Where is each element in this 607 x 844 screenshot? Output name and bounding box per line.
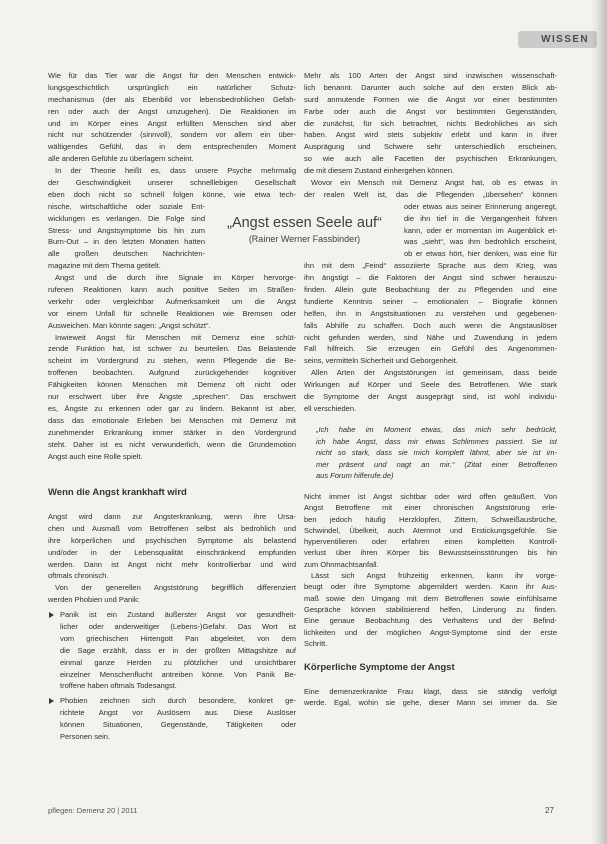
paragraph bbox=[304, 686, 557, 709]
text-line: nicht nur schützender (sinnvoll), sondern vor allem ein über- bbox=[48, 130, 296, 140]
bullet-icon bbox=[49, 612, 54, 618]
text-line: werde. Egal, wohin sie gehe, dieser Mann sei immer da. Sie bbox=[304, 698, 557, 708]
text-line: Inwieweit Angst für Menschen mit Demenz eine schüt- bbox=[55, 332, 296, 342]
text-line: Angst und die durch ihre Signale im Körper hervorge- bbox=[55, 273, 296, 283]
text-line: vor einem Unfall für schnelle Reaktionen wie Bremsen oder bbox=[48, 308, 296, 318]
text-line: verkehr oder vergleichbar Aufmerksamkeit um die Angst bbox=[48, 296, 296, 306]
text-line: Von der generellen Angststörung begrifflich differenziert bbox=[55, 583, 296, 593]
text-line: lichkeiten und der möglichen Angst-Symptome sind der erste bbox=[304, 627, 557, 637]
paragraph bbox=[304, 491, 557, 570]
text-line: alle großen deutschen Nachrichten- bbox=[48, 249, 205, 259]
paragraph bbox=[304, 570, 557, 649]
paragraph bbox=[48, 511, 296, 582]
text-line: die ihn tief in die Vergangenheit führen bbox=[404, 213, 557, 223]
text-line: beugt oder ihre Symptome abgemildert werden. Kann ihr Aus- bbox=[304, 582, 557, 592]
text-line: zende Funktion hat, ist schwer zu beurteilen. Das Belastende bbox=[48, 344, 296, 354]
text-line: was „sieht“, was ihm bedrohlich erscheint, bbox=[404, 237, 557, 247]
paragraph-wrapped bbox=[48, 201, 205, 272]
text-line: die Sage erzählt, dass er in der größten Mittagshitze auf bbox=[60, 645, 296, 655]
bullet-icon bbox=[49, 698, 54, 704]
right-column-end bbox=[304, 686, 557, 709]
text-line: Stress- und Angstsymptome bis hin zum bbox=[48, 225, 205, 235]
right-column-lower bbox=[304, 491, 557, 649]
text-line: und/oder in der Lebensqualität einschränkend empfunden bbox=[48, 547, 296, 557]
text-line: werden Phobien und Panik: bbox=[48, 595, 140, 605]
citation-block bbox=[304, 424, 557, 482]
text-line: steht. Daher ist es nicht verwunderlich, wenn die Grundemotion bbox=[48, 439, 296, 449]
text-line: rufenen Reaktionen kann auch positive Seiten im Straßen- bbox=[48, 285, 296, 295]
text-line: Eine demenzerkrankte Frau klagt, dass sie ständig verfolgt bbox=[304, 687, 557, 696]
quote-text bbox=[304, 424, 557, 482]
left-column-upper bbox=[48, 70, 296, 462]
text-line: Fähigkeiten können Menschen mit Demenz oft nicht oder bbox=[48, 380, 296, 390]
text-line: Schritt. bbox=[304, 638, 328, 648]
text-line: Angst Betroffene mit einer chronischen Angststörung erle- bbox=[304, 503, 557, 513]
text-line: Angst auch eine Rolle spielt. bbox=[48, 451, 143, 461]
text-line: ihn ängstigt – die Faktoren der Angst sind schwer herauszu- bbox=[304, 273, 557, 283]
text-line: dass das emotionale Erleben bei Menschen mit Demenz mit bbox=[48, 415, 296, 425]
text-line: scheint im Vordergrund zu stehen, wenn Pflegende die Be- bbox=[48, 356, 296, 366]
text-line: lungsgeschichtlich ursprünglich ein natürlicher Schutz- bbox=[48, 82, 296, 92]
text-line: Phobien zeichnen sich durch besondere, konkret ge- bbox=[60, 696, 296, 706]
magazine-issue: pflegen: Demenz 20 | 2011 bbox=[48, 806, 138, 815]
text-line: einmal ganze Herden zu plötzlicher und unsichtbarer bbox=[60, 657, 296, 667]
text-line: mer präsent und nagt an mir.“ (Zitat einer Betroffenen bbox=[316, 459, 557, 469]
text-line: nische, wirtschaftliche oder soziale Ent- bbox=[48, 201, 205, 211]
section-heading: Wenn die Angst krankhaft wird bbox=[48, 487, 187, 498]
text-line: ihn mit dem „Feind“ assoziierte Sprache aus dem Krieg, was bbox=[304, 261, 557, 271]
text-line: nicht so stark, dass sie mich komplett lähmt, aber sie ist im- bbox=[316, 448, 557, 458]
text-line: Wirkungen auf Körper und Seele des Betroffenen. Wie stark bbox=[304, 380, 557, 390]
section-tab: WISSEN bbox=[518, 31, 597, 48]
paragraph-wrapped bbox=[404, 201, 557, 260]
text-line: vom griechischen Hirtengott Pan abgeleitet, von dem bbox=[60, 633, 296, 643]
text-line: können Situationen, Gegenstände, Tätigkeiten oder bbox=[60, 720, 296, 730]
text-line: Lässt sich Angst frühzeitig erkennen, kann ihr vorge- bbox=[311, 571, 557, 581]
bullet-item bbox=[48, 695, 296, 743]
text-line: die Symptome der Angst ausgeprägt sind, ist wohl individu- bbox=[304, 392, 557, 402]
text-line: nicht gefunden werden, sind Nähe und Zuwendung in jedem bbox=[304, 332, 557, 342]
bullet-text bbox=[60, 609, 296, 692]
text-line: chen und Ausmaß vom Betroffenen selbst als bedrohlich und bbox=[48, 523, 296, 533]
text-line: alle anderen Gefühle zu überlagern scheint. bbox=[48, 154, 194, 164]
text-line: verlust über ihren Körper bis Bewusstseinsstörungen bis hin bbox=[304, 548, 557, 558]
text-line: ben jedoch häufig Herzklopfen, Zittern, Schweißausbrüche, bbox=[304, 514, 557, 524]
section-heading: Körperliche Symptome der Angst bbox=[304, 662, 455, 673]
text-line: der Geschwindigkeit unserer schnelllebigen Gesellschaft bbox=[48, 178, 296, 188]
text-line: lich benannt. Darunter auch solche auf den ersten Blick ab- bbox=[304, 82, 557, 92]
text-line: Burn-Out – in den letzten Monaten hatten bbox=[48, 237, 205, 247]
text-line: Schwindel, Übelkeit, auch Atemnot und Erstickungsgefühle. Sie bbox=[304, 525, 557, 535]
text-line: ich habe Angst, dass mir etwas Schlimmes passiert. Sie ist bbox=[316, 436, 557, 446]
text-line: oftmals chronisch. bbox=[48, 571, 109, 581]
text-line: magazine mit dem Thema getitelt. bbox=[48, 261, 161, 271]
text-line: Eine genaue Beobachtung des Verhaltens und der Befind- bbox=[304, 616, 557, 626]
text-line: zum Ohnmachtsanfall. bbox=[304, 559, 379, 569]
text-line: ren oder auch der Angst umzugehen). Die Reaktionen im bbox=[48, 106, 296, 116]
bullet-text bbox=[60, 695, 296, 743]
text-line: haben. Angst wird stets subjektiv erlebt und kann in ihrer bbox=[304, 130, 557, 140]
text-line: nur erschwert über ihre Ängste „sprechen“. Das erschwert bbox=[48, 392, 296, 402]
text-line: In der Theorie heißt es, dass unsere Psyche mehrmalig bbox=[55, 166, 296, 176]
text-line: wältigendes Gefühl, das in dem entsprechenden Moment bbox=[48, 142, 296, 152]
text-line: Ausweichen. Man könnte sagen: „Angst schützt“. bbox=[48, 320, 211, 330]
text-line: Farbe oder auch die Angst vor bestimmten Gegenständen, bbox=[304, 106, 557, 116]
text-line: fundierte Kenntnis seiner – emotionalen – Biografie können bbox=[304, 296, 557, 306]
text-line: falls Abhilfe zu schaffen. Doch auch wenn die Angstauslöser bbox=[304, 320, 557, 330]
text-line: seins, vermitteln Sicherheit und Geborgenheit. bbox=[304, 356, 458, 366]
text-line: Wovor ein Mensch mit Demenz Angst hat, ob es etwas in bbox=[311, 178, 557, 188]
pull-quote-text: „Angst essen Seele auf“ bbox=[227, 215, 382, 231]
text-line: Gespräche können stabilisierend helfen, Linderung zu finden. bbox=[304, 604, 557, 614]
text-line: werden. Dann ist Angst nicht mehr kontrollierbar und wird bbox=[48, 559, 296, 569]
paragraph bbox=[48, 70, 296, 165]
text-line: einzelner Menschenflucht antreiben könne. Von Panik Be- bbox=[60, 669, 296, 679]
text-line: helfen, ihn in Angstsituationen zu verstehen und gegebenen- bbox=[304, 308, 557, 318]
text-line: Angst wird dann zur Angsterkrankung, wenn ihre Ursa- bbox=[48, 512, 296, 521]
text-line: richtete Angst vor Auslösern aus. Diese Auslöser bbox=[60, 708, 296, 718]
paragraph bbox=[48, 332, 296, 463]
text-line: die mit diesem Zustand einhergehen können. bbox=[304, 166, 455, 176]
paragraph bbox=[48, 165, 296, 201]
left-column-lower bbox=[48, 511, 296, 743]
text-line: ihre körperlichen und psychischen Symptome als belastend bbox=[48, 535, 296, 545]
text-line: „Ich habe im Moment etwas, das mich sehr bedrückt, bbox=[316, 425, 557, 434]
paragraph bbox=[304, 367, 557, 415]
text-line: finden. Allein gute Beobachtung der zu Pflegenden und eine bbox=[304, 285, 557, 295]
paragraph bbox=[304, 260, 557, 367]
page-edge-shadow bbox=[591, 0, 607, 844]
text-line: Personen sein. bbox=[60, 732, 111, 742]
text-line: ell verschieden. bbox=[304, 403, 357, 413]
page-number: 27 bbox=[545, 806, 554, 815]
text-line: Panik ist ein Zustand äußerster Angst vor gesundheit- bbox=[60, 610, 296, 620]
text-line: der realen Welt ist, das die Pflegenden „übersehen“ können bbox=[304, 189, 557, 199]
text-line: hyperventilieren oder erfahren einen kompletten Kontroll- bbox=[304, 537, 557, 547]
text-line: troffene haben oftmals Todesangst. bbox=[60, 681, 177, 691]
text-line: aus Forum hilferufe.de) bbox=[316, 471, 394, 481]
text-line: Allen Arten der Angststörungen ist gemeinsam, dass beide bbox=[311, 368, 557, 378]
right-column-upper bbox=[304, 70, 557, 415]
text-line: so wie auch alle Facetten der psychischen Erkrankungen, bbox=[304, 154, 557, 164]
text-line: oder etwas aus seiner Erinnerung angeregt, bbox=[404, 201, 557, 211]
text-line: eben doch nicht so schnell folgen könne, wie etwa tech- bbox=[48, 189, 296, 199]
text-line: zunehmender Erkrankung immer stärker in den Vordergrund bbox=[48, 427, 296, 437]
text-line: mechanismus (der als Ebenbild vor lebensbedrohlichen Gefah- bbox=[48, 94, 296, 104]
pull-quote-author: (Rainer Werner Fassbinder) bbox=[248, 234, 361, 244]
paragraph bbox=[48, 272, 296, 331]
paragraph bbox=[48, 582, 296, 606]
text-line: Mehr als 100 Arten der Angst sind inzwischen wissenschaft- bbox=[304, 71, 557, 80]
text-line: surd anmutende Formen wie die Angst vor einer bestimmten bbox=[304, 94, 557, 104]
text-line: Fall hilfreich. Sie erzeugen ein Gefühl des Angenommen- bbox=[304, 344, 557, 354]
text-line: kann, oder er momentan im Augenblick et- bbox=[404, 225, 557, 235]
text-line: licher oder anderweitiger (Lebens-)Gefahr. Das Wort ist bbox=[60, 622, 296, 632]
text-line: troffenen beobachten. Aufgrund zurückgehender kognitiver bbox=[48, 368, 296, 378]
paragraph bbox=[304, 70, 557, 177]
text-line: es, Ängste zu erkennen oder gar zu lindern. Bekannt ist aber, bbox=[48, 403, 296, 413]
text-line: Nicht immer ist Angst sichtbar oder wird offen geäußert. Von bbox=[304, 492, 557, 501]
bullet-item bbox=[48, 609, 296, 692]
paragraph bbox=[304, 177, 557, 201]
text-line: ob er etwas hört, hier denken, was eine für bbox=[404, 249, 557, 259]
text-line: Wie für das Tier war die Angst für den Menschen entwick- bbox=[48, 71, 296, 80]
text-line: maß sowie den Umgang mit dem Betroffenen sowie einfühlsame bbox=[304, 593, 557, 603]
text-line: die zunächst, für sich betrachtet, nichts Bedrohliches an sich bbox=[304, 118, 557, 128]
text-line: Ausprägung und Schwere sehr unterschiedlich erscheinen, bbox=[304, 142, 557, 152]
text-line: und im Körper eines Angst erfüllten Menschen sind aber bbox=[48, 118, 296, 128]
text-line: wicklungen es verlangen. Die Folge sind bbox=[48, 213, 205, 223]
